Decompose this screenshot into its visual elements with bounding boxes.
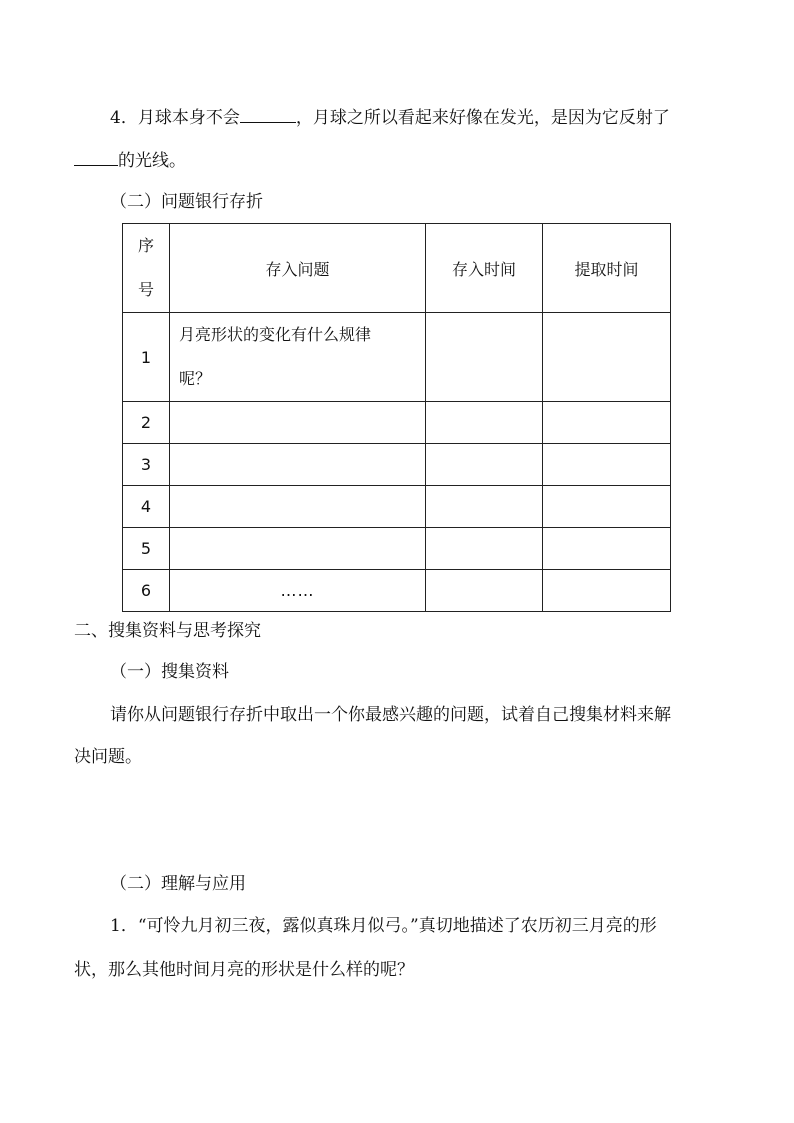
row-question[interactable]: …… [170,570,426,612]
row-withdraw-time[interactable] [543,402,671,444]
row-withdraw-time[interactable] [543,570,671,612]
row-seq: 3 [123,444,170,486]
subsection-2-title: （二）理解与应用 [110,874,246,894]
question-bank-table [122,223,671,612]
row-question[interactable] [170,528,426,570]
row-deposit-time[interactable] [426,402,543,444]
header-withdraw-time: 提取时间 [543,224,671,313]
row-seq: 5 [123,528,170,570]
table-row [123,444,671,486]
row-deposit-time[interactable] [426,486,543,528]
row-question[interactable] [170,444,426,486]
row-deposit-time[interactable] [426,570,543,612]
table-row [123,486,671,528]
table-row [123,402,671,444]
subsection-1-title: （一）搜集资料 [110,662,229,682]
header-deposit-time: 存入时间 [426,224,543,313]
question-4-line-1 [110,108,670,127]
row-seq: 2 [123,402,170,444]
question-1-line-2: 状，那么其他时间月亮的形状是什么样的呢？ [74,960,414,980]
row-seq: 1 [123,313,170,402]
header-question: 存入问题 [170,224,426,313]
section-2-title: 二、搜集资料与思考探究 [74,621,261,641]
table-header-row [123,224,671,313]
row-seq: 4 [123,486,170,528]
row-withdraw-time[interactable] [543,528,671,570]
table-row [123,313,671,402]
row-withdraw-time[interactable] [543,486,671,528]
section-bank-title: （二）问题银行存折 [110,192,263,212]
header-seq-top: 序 [137,236,154,255]
question-1-line-1: 1．“可怜九月初三夜，露似真珠月似弓。”真切地描述了农历初三月亮的形 [110,916,657,936]
row-withdraw-time[interactable] [543,444,671,486]
row-deposit-time[interactable] [426,444,543,486]
question-4-line-2 [74,151,186,170]
row-question[interactable] [170,402,426,444]
row-question-line-1: 月亮形状的变化有什么规律 [179,325,372,344]
subsection-1-text-line-1: 请你从问题银行存折中取出一个你最感兴趣的问题，试着自己搜集材料来解 [110,705,671,725]
row-withdraw-time[interactable] [543,313,671,402]
row-question[interactable] [170,313,426,402]
question-4-text-c: 的光线。 [118,151,186,171]
question-4-text-b: ，月球之所以看起来好像在发光，是因为它反射了 [295,108,670,128]
row-seq: 6 [123,570,170,612]
row-question[interactable] [170,486,426,528]
subsection-1-text-line-2: 决问题。 [74,747,142,767]
header-seq-bottom: 号 [137,280,154,299]
header-seq [123,224,170,313]
answer-blank-1 [240,108,296,123]
question-4-text-a: 4．月球本身不会 [110,108,240,128]
row-deposit-time[interactable] [426,528,543,570]
answer-blank-2 [74,151,118,166]
table-row [123,570,671,612]
table-row [123,528,671,570]
row-deposit-time[interactable] [426,313,543,402]
row-question-line-2: 呢？ [179,369,212,388]
